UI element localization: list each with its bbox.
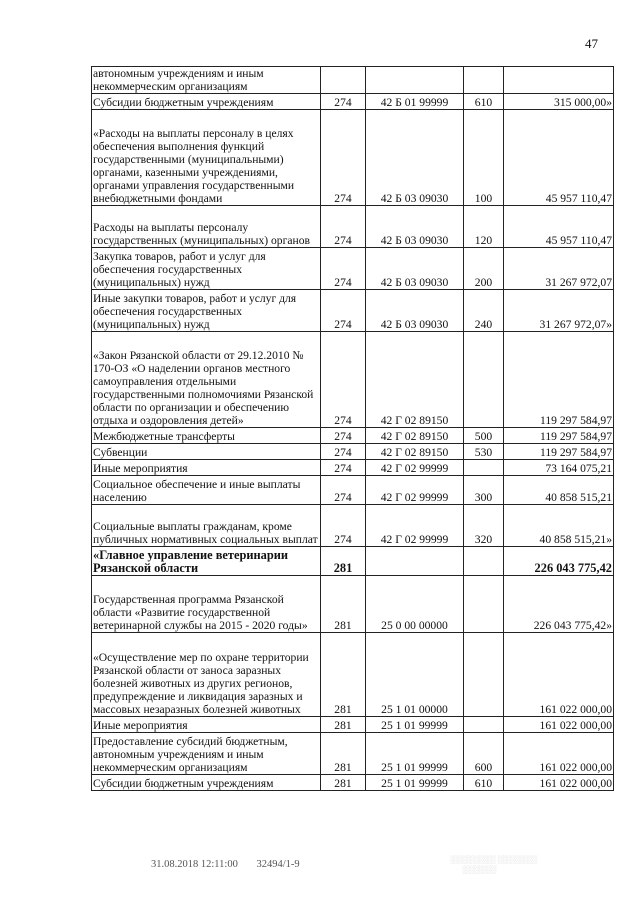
row-amount-cell: 40 858 515,21	[504, 476, 614, 505]
row-csr-cell: 42 Г 02 89150	[366, 428, 464, 444]
row-vr-cell	[464, 717, 504, 733]
row-code-cell: 274	[321, 505, 366, 547]
row-code-cell: 274	[321, 444, 366, 460]
row-name-cell: Государственная программа Рязанской области «Развитие государственной ветеринарной службы на 2015 - 2020 годы»	[92, 576, 321, 633]
page-number: 47	[585, 36, 598, 51]
table-row	[92, 576, 614, 633]
row-amount-cell	[504, 67, 614, 94]
row-csr-cell: 42 Г 02 99999	[366, 460, 464, 476]
row-code-cell: 281	[321, 633, 366, 717]
table-row	[92, 290, 614, 332]
row-vr-cell: 500	[464, 428, 504, 444]
table-row	[92, 332, 614, 428]
row-code-cell: 274	[321, 460, 366, 476]
row-code-cell: 281	[321, 733, 366, 775]
row-name-cell: «Осуществление мер по охране территории Рязанской области от заноса заразных болезней животных из других регионов, предупреждение и ликвидация заразных и массовых незаразных болезней животных	[92, 633, 321, 717]
row-code-cell: 274	[321, 332, 366, 428]
table-row	[92, 67, 614, 94]
faded-stamp: ░░░░░░░░ ░░░░░░░ ░░░░░░	[450, 855, 538, 874]
row-csr-cell: 42 Б 03 09030	[366, 206, 464, 248]
row-amount-cell: 45 957 110,47	[504, 110, 614, 206]
row-vr-cell: 610	[464, 775, 504, 791]
row-amount-cell: 226 043 775,42	[504, 547, 614, 576]
row-vr-cell	[464, 332, 504, 428]
row-code-cell: 274	[321, 476, 366, 505]
footer-doc-id: 32494/1-9	[256, 859, 300, 870]
table-row	[92, 94, 614, 110]
table-row	[92, 505, 614, 547]
row-csr-cell: 42 Г 02 99999	[366, 476, 464, 505]
row-amount-cell: 31 267 972,07»	[504, 290, 614, 332]
row-csr-cell	[366, 547, 464, 576]
table-row	[92, 444, 614, 460]
row-code-cell: 281	[321, 576, 366, 633]
row-vr-cell: 120	[464, 206, 504, 248]
table-row	[92, 633, 614, 717]
table-row	[92, 775, 614, 791]
row-name-cell: Иные мероприятия	[92, 460, 321, 476]
row-vr-cell: 100	[464, 110, 504, 206]
row-vr-cell	[464, 633, 504, 717]
row-amount-cell: 40 858 515,21»	[504, 505, 614, 547]
row-vr-cell: 610	[464, 94, 504, 110]
row-code-cell: 274	[321, 94, 366, 110]
row-csr-cell: 42 Г 02 99999	[366, 505, 464, 547]
row-csr-cell: 42 Б 03 09030	[366, 110, 464, 206]
row-amount-cell: 31 267 972,07	[504, 248, 614, 290]
row-vr-cell: 200	[464, 248, 504, 290]
row-amount-cell: 315 000,00»	[504, 94, 614, 110]
table-row	[92, 547, 614, 576]
row-name-cell: Субсидии бюджетным учреждениям	[92, 775, 321, 791]
table-row	[92, 476, 614, 505]
table-row	[92, 428, 614, 444]
table-row	[92, 248, 614, 290]
row-csr-cell: 42 Г 02 89150	[366, 332, 464, 428]
row-csr-cell: 42 Б 03 09030	[366, 290, 464, 332]
table-row	[92, 110, 614, 206]
row-code-cell: 274	[321, 206, 366, 248]
row-csr-cell: 42 Б 03 09030	[366, 248, 464, 290]
row-name-cell: Расходы на выплаты персоналу государственных (муниципальных) органов	[92, 206, 321, 248]
row-csr-cell: 25 1 01 99999	[366, 733, 464, 775]
row-vr-cell	[464, 547, 504, 576]
row-amount-cell: 161 022 000,00	[504, 633, 614, 717]
row-code-cell: 281	[321, 775, 366, 791]
row-code-cell: 281	[321, 547, 366, 576]
table-row	[92, 733, 614, 775]
row-name-cell: «Расходы на выплаты персоналу в целях обеспечения выполнения функций государственными (муниципальными) органами, казенными учреждениями, органами управления государственными внебюджетными фондами	[92, 110, 321, 206]
row-code-cell: 274	[321, 290, 366, 332]
row-name-cell: Предоставление субсидий бюджетным, автономным учреждениям и иным некоммерческим организациям	[92, 733, 321, 775]
row-name-cell: Социальное обеспечение и иные выплаты населению	[92, 476, 321, 505]
row-csr-cell: 25 0 00 00000	[366, 576, 464, 633]
row-vr-cell: 600	[464, 733, 504, 775]
row-amount-cell: 45 957 110,47	[504, 206, 614, 248]
row-amount-cell: 161 022 000,00	[504, 775, 614, 791]
table-row	[92, 717, 614, 733]
row-vr-cell	[464, 67, 504, 94]
row-name-cell: «Главное управление ветеринарии Рязанской области	[92, 547, 321, 576]
row-name-cell: Субсидии бюджетным учреждениям	[92, 94, 321, 110]
row-code-cell	[321, 67, 366, 94]
row-name-cell: Закупка товаров, работ и услуг для обеспечения государственных (муниципальных) нужд	[92, 248, 321, 290]
row-name-cell: Межбюджетные трансферты	[92, 428, 321, 444]
footer-datetime: 31.08.2018 12:11:00	[151, 859, 238, 870]
row-csr-cell: 42 Б 01 99999	[366, 94, 464, 110]
row-vr-cell	[464, 460, 504, 476]
row-amount-cell: 119 297 584,97	[504, 428, 614, 444]
document-footer	[151, 859, 316, 870]
row-vr-cell: 320	[464, 505, 504, 547]
row-code-cell: 274	[321, 428, 366, 444]
table-row	[92, 460, 614, 476]
row-csr-cell: 25 1 01 99999	[366, 717, 464, 733]
row-code-cell: 274	[321, 248, 366, 290]
row-amount-cell: 119 297 584,97	[504, 444, 614, 460]
row-amount-cell: 73 164 075,21	[504, 460, 614, 476]
table-row	[92, 206, 614, 248]
row-amount-cell: 226 043 775,42»	[504, 576, 614, 633]
row-csr-cell: 25 1 01 00000	[366, 633, 464, 717]
row-vr-cell	[464, 576, 504, 633]
row-name-cell: Социальные выплаты гражданам, кроме публичных нормативных социальных выплат	[92, 505, 321, 547]
row-csr-cell: 42 Г 02 89150	[366, 444, 464, 460]
row-amount-cell: 119 297 584,97	[504, 332, 614, 428]
row-name-cell: автономным учреждениям и иным некоммерческим организациям	[92, 67, 321, 94]
row-csr-cell	[366, 67, 464, 94]
row-name-cell: Иные закупки товаров, работ и услуг для обеспечения государственных (муниципальных) нужд	[92, 290, 321, 332]
budget-table-body	[92, 67, 614, 791]
row-csr-cell: 25 1 01 99999	[366, 775, 464, 791]
row-vr-cell: 300	[464, 476, 504, 505]
row-name-cell: «Закон Рязанской области от 29.12.2010 № 170-ОЗ «О наделении органов местного самоуправления отдельными государственными полномочиями Рязанской области по организации и обеспечению отдыха и оздоровления детей»	[92, 332, 321, 428]
row-name-cell: Иные мероприятия	[92, 717, 321, 733]
row-vr-cell: 240	[464, 290, 504, 332]
row-code-cell: 281	[321, 717, 366, 733]
row-vr-cell: 530	[464, 444, 504, 460]
budget-table	[91, 66, 614, 791]
row-code-cell: 274	[321, 110, 366, 206]
row-name-cell: Субвенции	[92, 444, 321, 460]
row-amount-cell: 161 022 000,00	[504, 733, 614, 775]
row-amount-cell: 161 022 000,00	[504, 717, 614, 733]
